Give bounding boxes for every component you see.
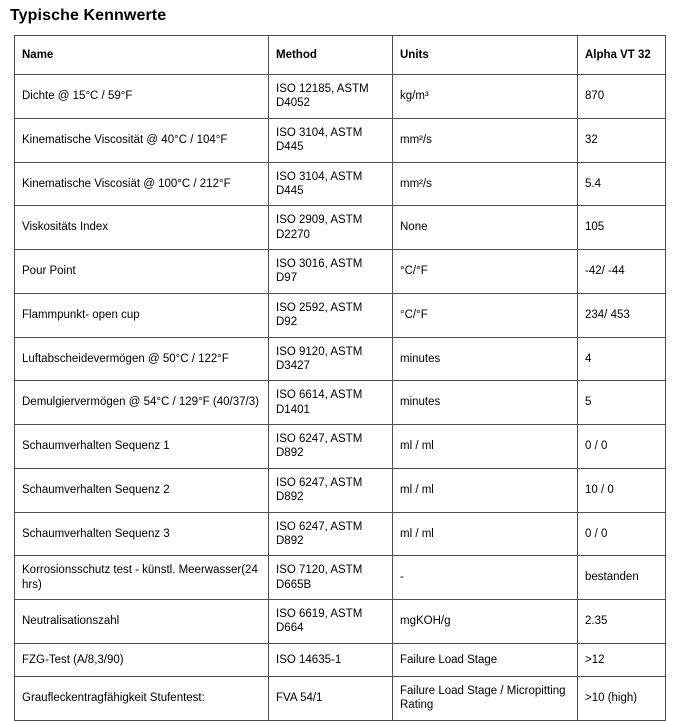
cell-name: Schaumverhalten Sequenz 3 [15,512,269,556]
page-title: Typische Kennwerte [10,7,167,24]
column-header-units: Units [393,36,578,75]
cell-units: °C/°F [393,293,578,337]
cell-method: ISO 6247, ASTM D892 [269,512,393,556]
cell-name: Flammpunkt- open cup [15,293,269,337]
cell-units: mm²/s [393,162,578,206]
cell-value: 870 [578,75,666,119]
cell-method: ISO 12185, ASTM D4052 [269,75,393,119]
cell-method: FVA 54/1 [269,676,393,720]
cell-units: minutes [393,381,578,425]
cell-method: ISO 3104, ASTM D445 [269,162,393,206]
cell-name: Neutralisationszahl [15,600,269,644]
cell-name: Schaumverhalten Sequenz 1 [15,425,269,469]
table-row [15,676,666,720]
table-row [15,600,666,644]
table-row [15,250,666,294]
cell-units: kg/m³ [393,75,578,119]
table-row [15,556,666,600]
table-row [15,118,666,162]
cell-method: ISO 2592, ASTM D92 [269,293,393,337]
table-row [15,468,666,512]
table-row [15,425,666,469]
typical-properties-table [14,35,666,721]
cell-value: 234/ 453 [578,293,666,337]
cell-name: Kinematische Viscosiät @ 100°C / 212°F [15,162,269,206]
cell-value: 2.35 [578,600,666,644]
cell-name: Schaumverhalten Sequenz 2 [15,468,269,512]
cell-name: Pour Point [15,250,269,294]
cell-units: None [393,206,578,250]
cell-name: Korrosionsschutz test - künstl. Meerwasser(24 hrs) [15,556,269,600]
cell-method: ISO 14635-1 [269,643,393,676]
cell-method: ISO 6247, ASTM D892 [269,468,393,512]
column-header-method: Method [269,36,393,75]
cell-value: 32 [578,118,666,162]
cell-units: Failure Load Stage [393,643,578,676]
cell-name: Viskositäts Index [15,206,269,250]
cell-name: FZG-Test (A/8,3/90) [15,643,269,676]
cell-value: 5.4 [578,162,666,206]
table-body [15,75,666,721]
cell-method: ISO 3016, ASTM D97 [269,250,393,294]
cell-value: 0 / 0 [578,512,666,556]
column-header-alpha-vt-32: Alpha VT 32 [578,36,666,75]
cell-units: minutes [393,337,578,381]
cell-method: ISO 9120, ASTM D3427 [269,337,393,381]
cell-units: Failure Load Stage / Micropitting Rating [393,676,578,720]
header-row [15,36,666,75]
cell-name: Dichte @ 15°C / 59°F [15,75,269,119]
cell-name: Kinematische Viscosität @ 40°C / 104°F [15,118,269,162]
cell-value: 0 / 0 [578,425,666,469]
cell-method: ISO 6619, ASTM D664 [269,600,393,644]
table-row [15,206,666,250]
table-row [15,337,666,381]
cell-name: Demulgiervermögen @ 54°C / 129°F (40/37/3) [15,381,269,425]
table-row [15,162,666,206]
cell-units: °C/°F [393,250,578,294]
cell-value: 5 [578,381,666,425]
cell-units: ml / ml [393,512,578,556]
table-row [15,293,666,337]
cell-method: ISO 3104, ASTM D445 [269,118,393,162]
cell-units: mgKOH/g [393,600,578,644]
cell-value: -42/ -44 [578,250,666,294]
table-row [15,75,666,119]
cell-value: 10 / 0 [578,468,666,512]
table-header [15,36,666,75]
table-row [15,381,666,425]
cell-method: ISO 6614, ASTM D1401 [269,381,393,425]
table-row [15,643,666,676]
cell-value: 105 [578,206,666,250]
cell-units: mm²/s [393,118,578,162]
cell-value: bestanden [578,556,666,600]
cell-method: ISO 2909, ASTM D2270 [269,206,393,250]
cell-name: Graufleckentragfähigkeit Stufentest: [15,676,269,720]
table-row [15,512,666,556]
cell-units: ml / ml [393,468,578,512]
cell-units: ml / ml [393,425,578,469]
cell-value: 4 [578,337,666,381]
cell-method: ISO 6247, ASTM D892 [269,425,393,469]
column-header-name: Name [15,36,269,75]
cell-value: >12 [578,643,666,676]
cell-method: ISO 7120, ASTM D665B [269,556,393,600]
cell-units: - [393,556,578,600]
cell-name: Luftabscheidevermögen @ 50°C / 122°F [15,337,269,381]
cell-value: >10 (high) [578,676,666,720]
